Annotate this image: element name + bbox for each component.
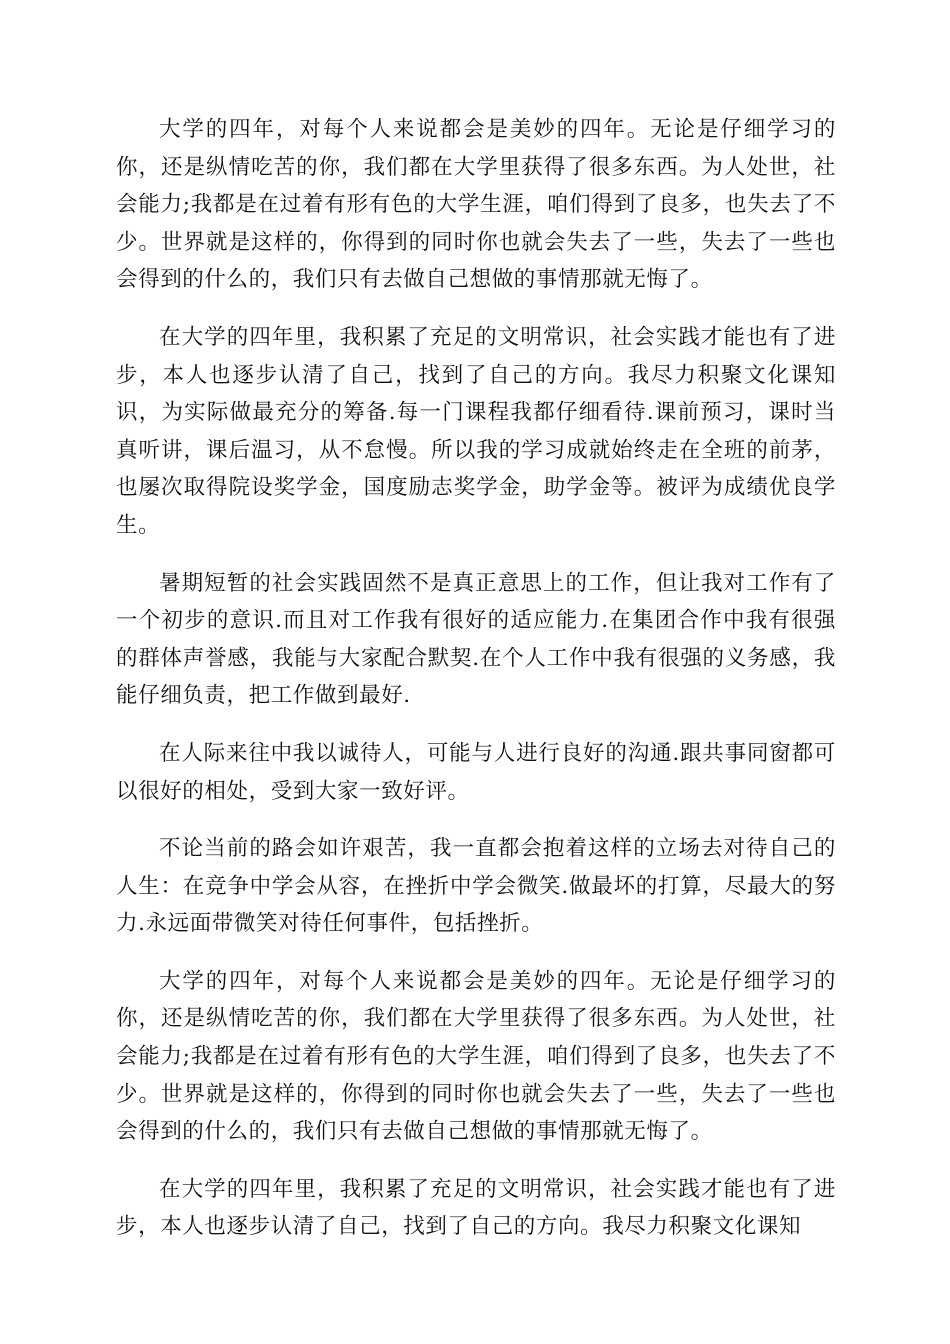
paragraph-2: 在大学的四年里，我积累了充足的文明常识，社会实践才能也有了进步，本人也逐步认清了自己，找到了自己的方向。我尽力积聚文化课知识，为实际做最充分的筹备.每一门课程我都仔细看待.课前预习，课时当真听讲，课后温习，从不怠慢。所以我的学习成就始终走在全班的前茅，也屡次取得院设奖学金，国度励志奖学金，助学金等。被评为成绩优良学生。: [116, 324, 836, 538]
paragraph-3: 暑期短暂的社会实践固然不是真正意思上的工作，但让我对工作有了一个初步的意识.而且对工作我有很好的适应能力.在集团合作中我有很强的群体声誉感，我能与大家配合默契.在个人工作中我有很强的义务感，我能仔细负责，把工作做到最好.: [116, 570, 836, 709]
paragraph-1: 大学的四年，对每个人来说都会是美妙的四年。无论是仔细学习的你，还是纵情吃苦的你，我们都在大学里获得了很多东西。为人处世，社会能力;我都是在过着有形有色的大学生涯，咱们得到了良多，也失去了不少。世界就是这样的，你得到的同时你也就会失去了一些，失去了一些也会得到的什么的，我们只有去做自己想做的事情那就无悔了。: [116, 117, 836, 293]
document-body: [116, 111, 836, 1266]
paragraph-5: 不论当前的路会如许艰苦，我一直都会抱着这样的立场去对待自己的人生：在竞争中学会从容，在挫折中学会微笑.做最坏的打算，尽最大的努力.永远面带微笑对待任何事件，包括挫折。: [116, 836, 836, 937]
paragraph-4: 在人际来往中我以诚待人，可能与人进行良好的沟通.跟共事同窗都可以很好的相处，受到大家一致好评。: [116, 740, 836, 804]
paragraph-6: 大学的四年，对每个人来说都会是美妙的四年。无论是仔细学习的你，还是纵情吃苦的你，我们都在大学里获得了很多东西。为人处世，社会能力;我都是在过着有形有色的大学生涯，咱们得到了良多，也失去了不少。世界就是这样的，你得到的同时你也就会失去了一些，失去了一些也会得到的什么的，我们只有去做自己想做的事情那就无悔了。: [116, 968, 836, 1145]
paragraph-7: 在大学的四年里，我积累了充足的文明常识，社会实践才能也有了进步，本人也逐步认清了自己，找到了自己的方向。我尽力积聚文化课知: [116, 1176, 836, 1240]
